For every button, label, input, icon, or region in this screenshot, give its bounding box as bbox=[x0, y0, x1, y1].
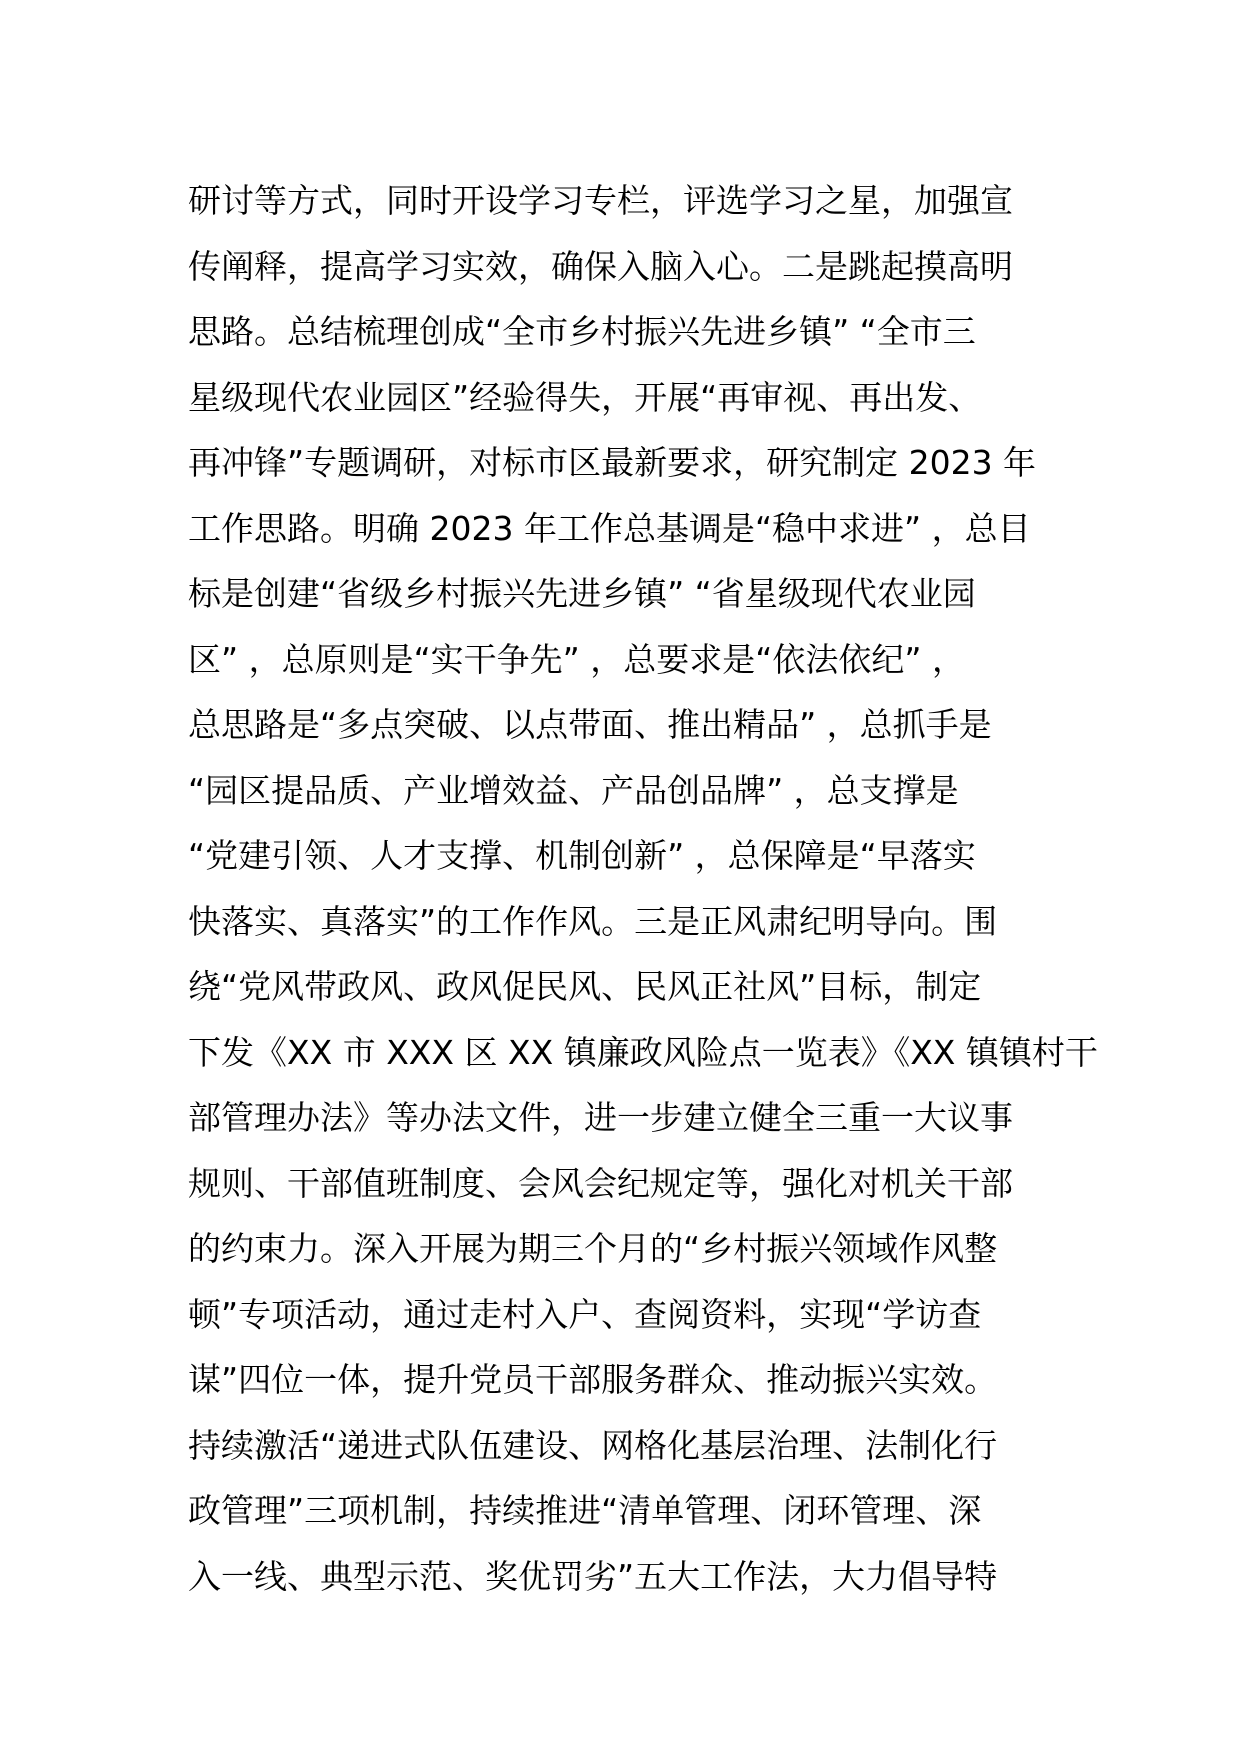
text-line: 工作思路。明确 2023 年工作总基调是“稳中求进” ，总目 bbox=[188, 508, 1031, 548]
text-line: 思路。总结梳理创成“全市乡村振兴先进乡镇” “全市三 bbox=[188, 312, 976, 351]
text-line: 部管理办法》等办法文件，进一步建立健全三重一大议事 bbox=[188, 1098, 1013, 1137]
text-line: 快落实、真落实”的工作作风。三是正风肃纪明导向。围 bbox=[188, 901, 998, 941]
text-line: 总思路是“多点突破、以点带面、推出精品” ，总抓手是 bbox=[188, 705, 992, 744]
text-line: 再冲锋”专题调研，对标市区最新要求，研究制定 2023 年 bbox=[188, 443, 1037, 482]
text-line: 持续激活“递进式队伍建设、网格化基层治理、法制化行 bbox=[188, 1425, 998, 1465]
text-line: 研讨等方式，同时开设学习专栏，评选学习之星，加强宣 bbox=[188, 181, 1013, 220]
text-line: 顿”专项活动，通过走村入户、查阅资料，实现“学访查 bbox=[188, 1294, 982, 1334]
text-line: 入一线、典型示范、奖优罚劣”五大工作法，大力倡导特 bbox=[188, 1556, 998, 1596]
text-line: 政管理”三项机制，持续推进“清单管理、闭环管理、深 bbox=[188, 1491, 982, 1530]
text-line: 规则、干部值班制度、会风会纪规定等，强化对机关干部 bbox=[188, 1163, 1013, 1203]
text-line: “党建引领、人才支撑、机制创新” ，总保障是“早落实 bbox=[188, 836, 976, 875]
text-line: 传阐释，提高学习实效，确保入脑入心。二是跳起摸高明 bbox=[188, 246, 1013, 286]
text-line: 星级现代农业园区”经验得失，开展“再审视、再出发、 bbox=[188, 377, 982, 417]
text-line: 谋”四位一体，提升党员干部服务群众、推动振兴实效。 bbox=[188, 1360, 998, 1399]
text-line: 区” ，总原则是“实干争先” ，总要求是“依法依纪” ， bbox=[188, 639, 965, 679]
text-line: 下发《XX 市 XXX 区 XX 镇廉政风险点一览表》《XX 镇镇村干 bbox=[188, 1032, 1098, 1072]
text-line: 的约束力。深入开展为期三个月的“乡村振兴领域作风整 bbox=[188, 1229, 998, 1268]
text-line: 绕“党风带政风、政风促民风、民风正社风”目标，制定 bbox=[188, 967, 982, 1006]
body-paragraph bbox=[188, 168, 1098, 1609]
text-line: 标是创建“省级乡村振兴先进乡镇” “省星级现代农业园 bbox=[188, 574, 976, 613]
text-line: “园区提品质、产业增效益、产品创品牌” ，总支撑是 bbox=[188, 770, 959, 810]
